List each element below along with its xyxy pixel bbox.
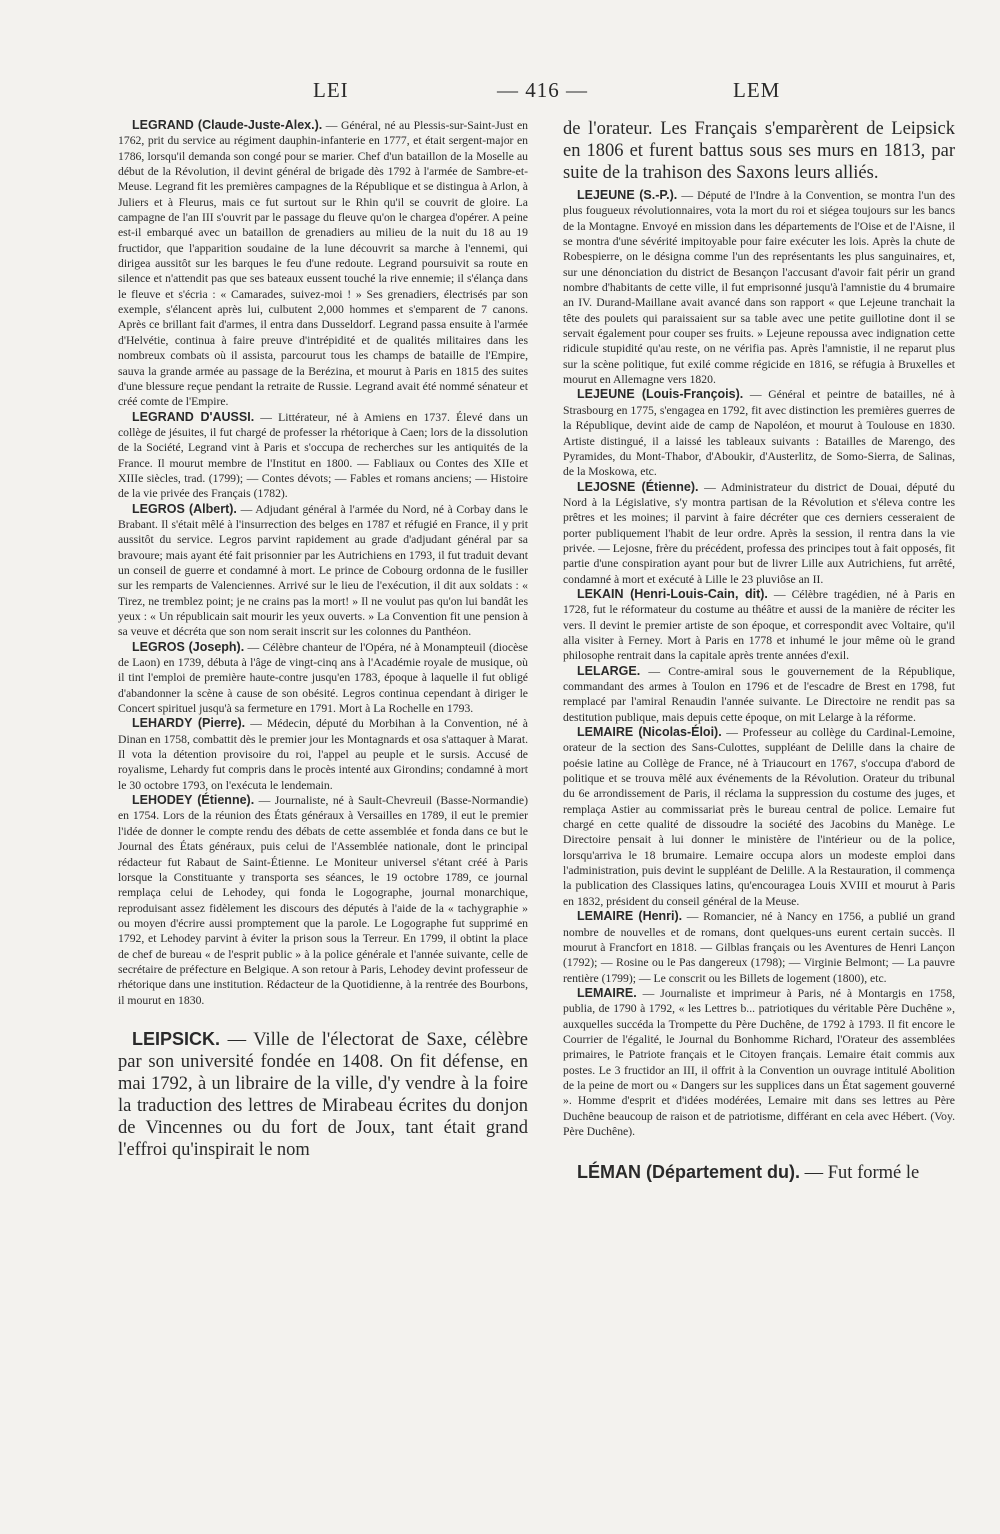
entry-text: — Fut formé le — [800, 1163, 920, 1184]
entry-headword: LEMAIRE (Nicolas-Éloi). — [577, 725, 722, 740]
left-column — [118, 118, 528, 1161]
entry-text: — Général, né au Plessis-sur-Saint-Just en 1762, prit du service au régiment dauphin-infanterie en 1777, et était sergent-major en 1786, lorsqu'il demanda son congé pour se marier. Chef d'un bataillon de la Moselle au début de la Révolution, il devint général de brigade dès 1792 à l'armée de Sambre-et-Meuse. Legrand fit les premières campagnes de la République et se distingua à Arlon, à Juliers et à Fleurus, mais ce fut surtout sur le Rhin qu'il se couvrit de gloire. La campagne de l'an III s'ouvrit par le passage du fleuve qu'on le chargea d'opérer. A peine est-il embarqué avec un bataillon de grenadiers au milieu de la nuit du 18 au 19 fructidor, que l'apparition soudaine de la lune découvrit sa marche à l'ennemi, qui dirigea aussitôt sur les barques le feu d'une redoute. Legrand poursuivit sa route en silence et n'attendit pas que ses bateaux eussent touché la rive ennemie; il s'élança dans le fleuve et s'écria : « Camarades, suivez-moi ! » Ses grenadiers, électrisés par son exemple, s'élancent après lui, culbutent 2,000 hommes et s'emparent de 7 canons. Après ce brillant fait d'armes, il entra dans Dusseldorf. Legrand passa ensuite à l'armée d'Helvétie, continua à faire preuve d'intrépidité et de qualités militaires dans les nombreux combats où il assista, parcourut tous les champs de bataille de l'Empire, sauva la grande armée au passage de la Berézina, et mourut à Paris en 1815 des suites d'une blessure reçue pendant la retraite de Russie. Legrand avait été nommé sénateur et créé comte de l'Empire. — [118, 119, 528, 409]
page-header — [0, 78, 1000, 108]
entry-headword: LEGRAND D'AUSSI. — [132, 409, 255, 424]
entry-lelarge — [563, 664, 955, 725]
entry-headword: LEJEUNE (Louis-François). — [577, 387, 744, 402]
entry-text: — Professeur au collège du Cardinal-Lemoine, orateur de la section des Sans-Culottes, suppléant de Delille dans la chaire de poésie latine au Collège de France, né à Triaucourt en 1767, s'occupa d'abord de politique et se trouva mêlé aux événements de la Révolution. Orateur du tribunal du 6e arrondissement de Paris, il réclama la suppression du costume des juges, et remplaça Astier au commissariat près le bureau central de police. Lemaire fut chargé en cette qualité de dissoudre la société des Jacobins du Manège. Le Directoire pensait à lui donner le ministère de l'intérieur ou de la police, lorsqu'arriva le 18 brumaire. Lemaire occupa alors un modeste emploi dans l'administration, puis devint le suppléant de Delille. A la Restauration, il commença la publication des Classiques latins, qu'encouragea Louis XVIII et mourut à Paris en 1832, président du conseil général de la Meuse. — [563, 726, 955, 908]
entry-headword: LEJOSNE (Étienne). — [577, 479, 699, 494]
entry-headword: LEJEUNE (S.-P.). — [577, 188, 678, 202]
entry-lejeune-louis — [563, 387, 955, 479]
entry-lehodey — [118, 793, 528, 1008]
entry-headword: LEMAIRE. — [577, 985, 637, 1000]
entry-text: — Journaliste, né à Sault-Chevreuil (Basse-Normandie) en 1754. Lors de la réunion des États généraux à Versailles en 1789, il eut le premier l'idée de donner le compte rendu des débats de cette assemblée et fonda dans ce but le Journal des États généraux, puis celui de l'Assemblée nationale, dont le principal rédacteur fut Rabaut de Saint-Étienne. Le Moniteur universel s'étant créé à Paris lorsque la Constituante y transporta ses séances, le 19 octobre 1789, ce journal remplaça celui de Lehodey, qui fonda le Logographe, journal monarchique, reproduisant assez fidèlement les discours des députés à l'aide de la « tachygraphie » ou moyen d'écrire aussi promptement que la parole. Le Logographe fut supprimé en 1792, et Lehodey parvint à éviter la prison sous la Terreur. En 1799, il obtint la place de chef de bureau « de l'esprit public » à la police générale et l'année suivante, celle de secrétaire de préfecture en Belgique. A son retour à Paris, Lehodey devint professeur de rhétorique dans une institution. Rédacteur de la Quotidienne, à la rentrée des Bourbons, il mourut en 1830. — [118, 794, 528, 1007]
entry-legrand-claude — [118, 118, 528, 410]
entry-text: — Littérateur, né à Amiens en 1737. Élevé dans un collège de jésuites, il fut chargé de professer la rhétorique à Caen; lors de la dissolution de la Société, Legrand vint à Paris et s'occupa de recherches sur les antiquités de la France. Il mourut membre de l'Institut en 1800. — Fabliaux ou Contes des XIIe et XIIIe siècles, trad. (1799); — Contes dévots; — Fables et romans anciens; — Histoire de la vie privée des Français (1782). — [118, 410, 528, 501]
entry-headword: LEGROS (Albert). — [132, 501, 237, 516]
entry-headword: LEHARDY (Pierre). — [132, 716, 246, 731]
entry-headword: LELARGE. — [577, 663, 641, 678]
entry-lehardy — [118, 716, 528, 793]
entry-lekain — [563, 587, 955, 664]
entry-leipsick-continuation: de l'orateur. Les Français s'emparèrent de Leipsick en 1806 et furent battus sous ses murs en 1813, par suite de la trahison des Saxons leurs alliés. — [563, 119, 955, 183]
entry-leipsick — [118, 1028, 528, 1161]
entry-lemaire — [563, 986, 955, 1139]
entry-legros-albert — [118, 502, 528, 640]
entry-legrand-daussi — [118, 410, 528, 502]
entry-lemaire-nicolas — [563, 725, 955, 909]
entry-lemaire-henri — [563, 909, 955, 986]
page-number: — 416 — — [497, 78, 588, 102]
entry-text: — Ville de l'électorat de Saxe, célèbre par son université fondée en 1408. On fit défense, en mai 1792, à un libraire de la ville, d'y vendre à la foire la traduction des lettres de Mirabeau écrites du donjon de Vincennes ou du fort de Joux, tant était grand l'effroi qu'inspirait le nom — [118, 1029, 528, 1160]
entry-headword: LEMAIRE (Henri). — [577, 909, 683, 924]
entry-text: — Romancier, né à Nancy en 1756, a publié un grand nombre de nouvelles et de romans, dont quelques-uns eurent certain succès. Il mourut à Francfort en 1818. — Gilblas français ou les Aventures de Henri Lançon (1792); — Rosine ou le Pas dangereux (1798); — Virginie Belmont; — La pauvre rentière (1799); — Le conscrit ou les Billets de logement (1800), etc. — [563, 910, 955, 985]
entry-headword: LÉMAN (Département du). — [577, 1162, 801, 1183]
entry-headword: LEKAIN (Henri-Louis-Cain, dit). — [577, 586, 768, 601]
right-column — [563, 118, 955, 1184]
entry-headword: LEIPSICK. — [132, 1028, 221, 1049]
entry-text: — Administrateur du district de Douai, député du Nord à la Législative, s'y montra partisan de la Révolution et s'éleva contre les prêtres et les moines; il parvint à faire décréter que ces derniers cesseraient de porter publiquement l'habit de leur ordre. Après la session, il rentra dans la vie privée. — Lejosne, frère du précédent, professa des principes tout à fait opposés, fit partie d'une conspiration ayant pour but de livrer Lille aux Autrichiens, fut arrêté, condamné à mort et exécuté à Lille le 23 pluviôse an II. — [563, 480, 955, 586]
entry-text: — Célèbre tragédien, né à Paris en 1728, fut le réformateur du costume au théâtre et aussi de la manière de réciter les vers. Il devint le premier artiste de son époque, et correspondit avec Voltaire, qu'il alla visiter à Ferney. Mort à Paris en 1778 et inhumé le jour même où le grand philosophe rentrait dans la capitale après trente années d'exil. — [563, 587, 955, 663]
entry-headword: LEGROS (Joseph). — [132, 639, 245, 654]
entry-headword: LEGRAND (Claude-Juste-Alex.). — [132, 118, 323, 132]
entry-text: — Général et peintre de batailles, né à Strasbourg en 1775, s'engagea en 1792, fit avec distinction les premières guerres de la République, devint aide de camp de Napoléon, et mourut à Toulouse en 1830. Artiste distingué, il a laissé les tableaux suivants : Batailles de Marengo, des Pyramides, du Mont-Thabor, d'Aboukir, d'Austerlitz, de Somo-Sierra, de Salinas, de la Moskowa, etc. — [563, 388, 955, 479]
entry-legros-joseph — [118, 640, 528, 717]
running-head-left: LEI — [313, 78, 349, 102]
entry-text: — Célèbre chanteur de l'Opéra, né à Monampteuil (diocèse de Laon) en 1739, débuta à l'âge de vingt-cinq ans à l'Académie royale de musique, où il tint l'emploi de première haute-contre jusqu'en 1783, époque à laquelle il fut obligé d'abandonner la scène à cause de son obésité. Legros continua cependant à diriger le Concert spirituel jusqu'à sa fermeture en 1791. Mort à La Rochelle en 1793. — [118, 640, 528, 716]
running-head-right: LEM — [733, 78, 781, 102]
entry-text: — Journaliste et imprimeur à Paris, né à Montargis en 1758, publia, de 1790 à 1792, « les Lettres b... patriotiques du véritable Père Duchêne », auxquelles succéda la Trompette du Père Duchêne, de 1792 à 1793. Il fit encore le Courrier de l'égalité, le Journal du Bonhomme Richard, l'Orateur des assemblées primaires, le Patriote français et le Citoyen français. Lemaire était commis aux postes. Le 3 fructidor an III, il offrit à la Convention un ouvrage intitulé Abolition de la peine de mort ou « Dangers sur les supplices dans un État sagement gouverné ». Homme d'esprit et d'idées modérées, Lemaire mit dans ses lettres au Père Duchêne beaucoup de raison et de patriotisme, différant en cela avec Hébert. (Voy. Père Duchêne). — [563, 986, 955, 1138]
entry-text: — Médecin, député du Morbihan à la Convention, né à Dinan en 1758, combattit dès le premier jour les Montagnards et osa s'attaquer à Marat. Il vota la détention provisoire du roi, l'appel au peuple et le sursis. Accusé de royalisme, Lehardy fut compris dans le procès intenté aux Girondins; condamné à mort le 30 octobre 1793, on l'exécuta le lendemain. — [118, 717, 528, 792]
entry-lejosne — [563, 480, 955, 587]
entry-headword: LEHODEY (Étienne). — [132, 793, 255, 808]
entry-leman — [563, 1161, 955, 1184]
entry-text: — Adjudant général à l'armée du Nord, né à Corbay dans le Brabant. Il s'était mêlé à l'insurrection des belges en 1787 et réfugié en France, il y prit aussitôt du service. Legros parvint rapidement au grade d'adjudant général par sa bravoure; mais ayant été fait prisonnier par les Autrichiens en 1793, il fut traduit devant un conseil de guerre et condamné à mort. Le prince de Cobourg ordonna de le fusiller sur les remparts de Valenciennes. Arrivé sur le lieu de l'exécution, il dit aux soldats : « Tirez, ne tremblez point; je ne crains pas la mort! » Il ne voulut pas qu'on lui bandât les yeux : « Un républicain sait mourir les yeux ouverts. » La Convention fit une pension à sa veuve et décréta que son nom serait inscrit sur les colonnes du Panthéon. — [118, 502, 528, 639]
entry-text: — Contre-amiral sous le gouvernement de la République, commandant des armes à Toulon en 1796 et de l'escadre de Brest en 1798, fut remplacé par l'amiral Renaudin l'année suivante. Le Directoire ne rendit pas sa destitution publique, mais depuis cette époque, on mit Lelarge à la réforme. — [563, 664, 955, 724]
entry-lejeune-sp — [563, 188, 955, 387]
entry-text: — Député de l'Indre à la Convention, se montra l'un des plus fougueux révolutionnaires, vota la mort du roi et siégea toujours sur les bancs de la Montagne. Envoyé en mission dans les départements de l'Oise et de l'Aisne, il se montra d'une sévérité impitoyable pour faire exécuter les lois. Après la chute de Robespierre, on le désigna comme l'un des représentants les plus sanguinaires, et, sur une dénonciation du district de Besançon l'accusant d'avoir fait périr un grand nombre d'habitants de cette ville, il fut emprisonné jusqu'à l'amnistie du 4 brumaire an IV. Durand-Maillane avait avancé dans son rapport « que Lejeune tranchait la tête des poulets qui paraissaient sur sa table avec une petite guillotine dont il se servait également pour couper ses fruits. » Lejeune repoussa avec indignation cette ridicule stupidité qu'au reste, on ne vérifia pas. Après l'amnistie, il ne reparut plus sur la scène politique, fut exilé comme régicide en 1816, se réfugia à Bruxelles et mourut en Allemagne vers 1820. — [563, 189, 955, 387]
